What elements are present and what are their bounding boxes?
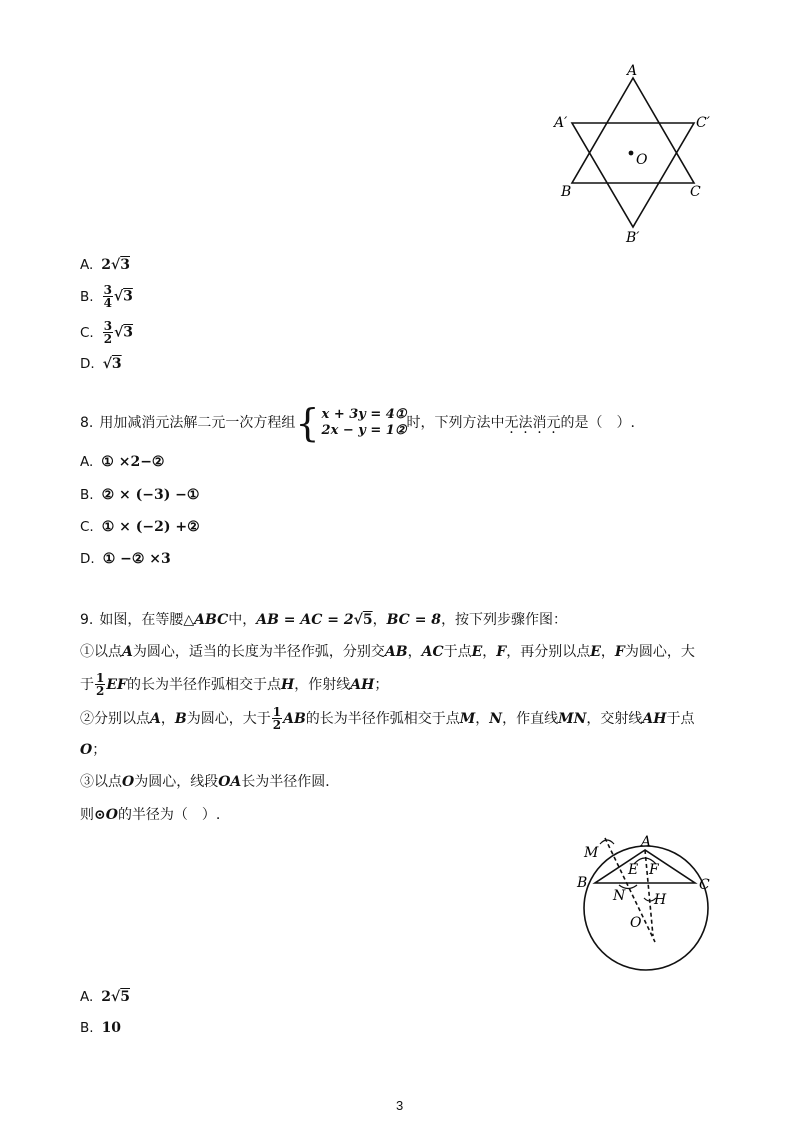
emphasis-char: 无 · bbox=[505, 413, 519, 433]
q8-stem-mid: 时，下列方法中 bbox=[406, 415, 505, 431]
equation-1: x + 3y = 4① bbox=[321, 407, 407, 422]
option-label: A. bbox=[80, 257, 94, 273]
q9-line-1: 9. 如图，在等腰△ABC中，AB = AC = 2√5，BC = 8，按下列步骤作图： bbox=[80, 612, 568, 628]
question-number: 9. bbox=[80, 612, 94, 628]
label-c: C bbox=[690, 184, 701, 200]
fraction: $\frac{3}{4}$ bbox=[103, 283, 112, 310]
label-a: A bbox=[641, 834, 652, 850]
q9-step-2: ②分别以点 A ， B 为圆心，大于 $\frac{1}{2}$ AB 的长为半径作弧相交于点 M ， N ，作直线 MN ，交射线 AH 于点 bbox=[80, 705, 695, 732]
label-a-prime: A′ bbox=[554, 115, 568, 131]
label-o: O bbox=[636, 152, 648, 168]
q8-option-a[interactable]: A. ① ×2−② bbox=[80, 454, 165, 470]
fraction: $\frac{1}{2}$ bbox=[96, 671, 105, 698]
q9-step-3: ③以点O为圆心，线段OA长为半径作圆． bbox=[80, 774, 340, 790]
page-number: 3 bbox=[396, 1098, 404, 1113]
label-h: H bbox=[654, 892, 667, 908]
q8-stem bbox=[80, 401, 635, 445]
label-n: N bbox=[613, 888, 626, 904]
q7-option-b[interactable]: B. $\frac{3}{4}$ √3 bbox=[80, 283, 133, 310]
q8-option-d[interactable]: D. ① −② ×3 bbox=[80, 551, 171, 567]
label-b-prime: B′ bbox=[626, 230, 640, 246]
option-label: C. bbox=[80, 324, 94, 341]
equation-2: 2x − y = 1② bbox=[321, 423, 407, 438]
q9-step-1-cont: 于 $\frac{1}{2}$ EF 的长为半径作弧相交于点 H ，作射线 AH ； bbox=[80, 671, 389, 698]
q8-stem-after: 的是（ ）. bbox=[560, 415, 635, 431]
fraction: $\frac{3}{2}$ bbox=[103, 319, 113, 346]
label-f: F bbox=[649, 862, 659, 878]
hexagram-figure bbox=[550, 60, 720, 250]
left-brace: { bbox=[295, 401, 320, 445]
label-m: M bbox=[584, 845, 599, 861]
triangle-abc bbox=[572, 78, 694, 183]
option-label: D. bbox=[80, 356, 95, 372]
q9-step-2-cont: O； bbox=[80, 742, 107, 758]
triangle-a1b1c1 bbox=[572, 123, 694, 227]
circle-construction-figure bbox=[570, 830, 730, 980]
center-point-o bbox=[629, 151, 634, 156]
emphasis-char: 消 · bbox=[533, 413, 547, 433]
q8-option-c[interactable]: C. ① × (−2) +② bbox=[80, 519, 200, 535]
q9-step-1: ①以点A为圆心，适当的长度为半径作弧，分别交AB，AC于点E，F，再分别以点E，F为圆心，大 bbox=[80, 644, 695, 660]
q8-stem-before: 用加减消元法解二元一次方程组 bbox=[99, 415, 296, 431]
triangle-abc bbox=[595, 850, 695, 883]
fraction: $\frac{1}{2}$ bbox=[272, 705, 282, 732]
label-c: C bbox=[699, 877, 710, 893]
q7-option-c[interactable]: C. $\frac{3}{2}$ √3 bbox=[80, 319, 134, 346]
question-number: 8. bbox=[80, 415, 94, 431]
q9-question: 则⊙O的半径为（ ）. bbox=[80, 807, 221, 823]
label-e: E bbox=[628, 862, 639, 878]
label-b: B bbox=[561, 184, 572, 200]
q8-option-b[interactable]: B. ② × (−3) −① bbox=[80, 487, 200, 503]
label-c-prime: C′ bbox=[696, 115, 710, 131]
option-label: B. bbox=[80, 288, 94, 305]
q7-option-a[interactable]: A. 2√3 bbox=[80, 257, 130, 273]
emphasis-char: 法 · bbox=[519, 413, 533, 433]
label-o: O bbox=[630, 915, 642, 931]
label-a: A bbox=[627, 63, 638, 79]
q7-option-d[interactable]: D. √3 bbox=[80, 356, 122, 372]
equation-system bbox=[322, 407, 407, 439]
q9-option-b[interactable]: B. 10 bbox=[80, 1020, 122, 1036]
label-b: B bbox=[577, 875, 588, 891]
q9-option-a[interactable]: A. 2√5 bbox=[80, 989, 130, 1005]
emphasis-char: 元 · bbox=[547, 413, 561, 433]
